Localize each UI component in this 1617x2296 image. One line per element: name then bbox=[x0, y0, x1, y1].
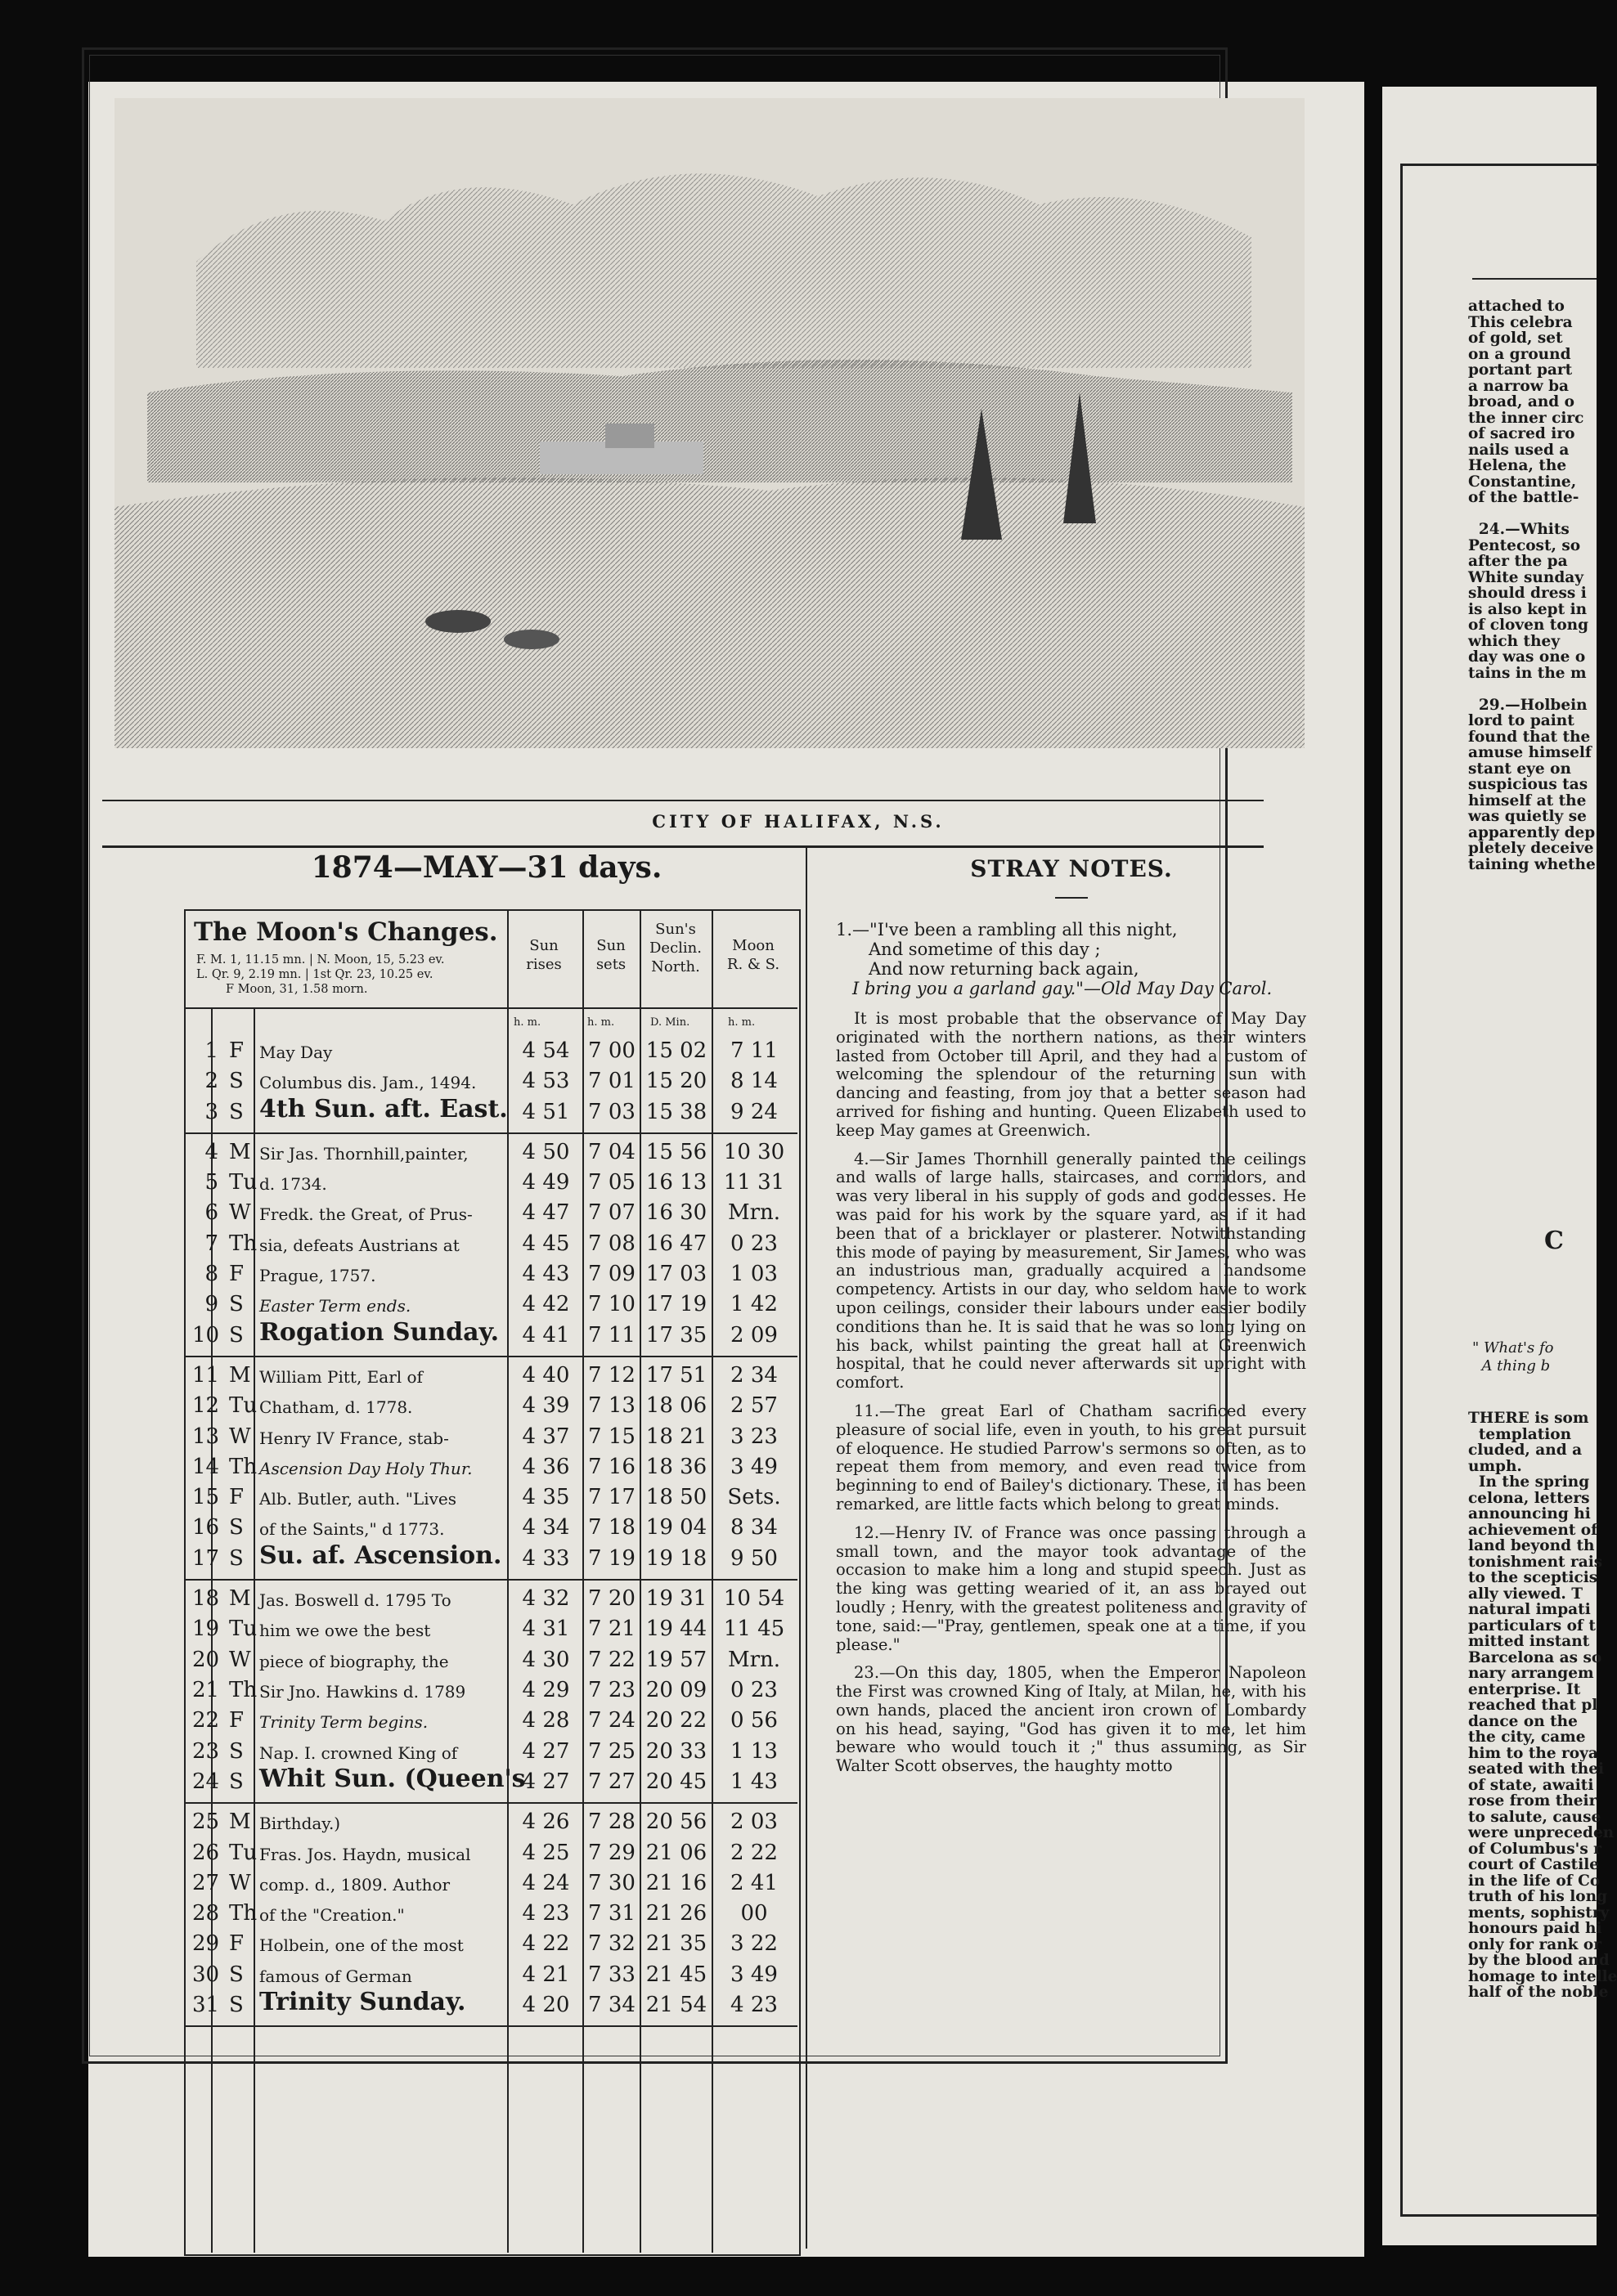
weekday: Tu bbox=[229, 1841, 258, 1865]
moon-value: 8 14 bbox=[730, 1069, 778, 1093]
day-number: 17 bbox=[192, 1546, 220, 1571]
month-title: 1874—MAY—31 days. bbox=[311, 850, 663, 885]
stray-notes bbox=[836, 920, 1306, 1786]
declination-value: 16 47 bbox=[645, 1231, 707, 1256]
sunrise-value: 4 45 bbox=[522, 1231, 570, 1256]
day-number: 24 bbox=[192, 1769, 220, 1794]
day-number: 20 bbox=[192, 1648, 220, 1672]
declination-value: 15 56 bbox=[645, 1140, 707, 1164]
weekday: Th bbox=[229, 1231, 258, 1256]
calendar-row bbox=[184, 1455, 797, 1485]
sunset-value: 7 08 bbox=[588, 1231, 636, 1256]
may-carol: 1.—"I've been a rambling all this night, And sometime of this day ; And now returning back again, I bring you a garland gay."—Old May Day Carol. bbox=[836, 920, 1273, 998]
sunset-value: 7 22 bbox=[588, 1648, 636, 1672]
weekday: Tu bbox=[229, 1170, 258, 1195]
sunset-value: 7 18 bbox=[588, 1515, 636, 1540]
calendar-row bbox=[184, 1485, 797, 1515]
sunset-value: 7 11 bbox=[588, 1323, 636, 1348]
day-number: 8 bbox=[204, 1262, 218, 1286]
event-text: Chatham, d. 1778. bbox=[259, 1397, 413, 1417]
sunrise-value: 4 47 bbox=[522, 1200, 570, 1225]
col-sunrise: Sun rises bbox=[526, 937, 562, 973]
declination-value: 19 44 bbox=[645, 1617, 707, 1641]
note-napoleon: 23.—On this day, 1805, when the Emperor Napoleon the First was crowned King of Italy, at Milan, he, with his own hands, placed the ancient iron crown of Lombardy on his head, saying, "God has given it to me, let him beware who would touch it ;" thus assuming, as Sir Walter Scott observes, the haughty motto bbox=[836, 1663, 1306, 1776]
weekday: M bbox=[229, 1363, 251, 1388]
weekday: S bbox=[229, 1515, 244, 1540]
day-number: 12 bbox=[192, 1393, 220, 1418]
day-number: 5 bbox=[204, 1170, 218, 1195]
weekday: Th bbox=[229, 1455, 258, 1479]
moon-value: 4 23 bbox=[730, 1993, 778, 2017]
calendar-row bbox=[184, 1095, 797, 1130]
sunset-value: 7 04 bbox=[588, 1140, 636, 1164]
event-text: Easter Term ends. bbox=[259, 1296, 411, 1316]
day-number: 21 bbox=[192, 1678, 220, 1702]
calendar-row bbox=[184, 1708, 797, 1738]
sunrise-value: 4 30 bbox=[522, 1648, 570, 1672]
sunrise-value: 4 27 bbox=[522, 1739, 570, 1764]
declination-value: 21 45 bbox=[645, 1962, 707, 1987]
halifax-engraving bbox=[115, 98, 1305, 748]
event-text: of the "Creation." bbox=[259, 1905, 405, 1925]
event-text: Sir Jno. Hawkins d. 1789 bbox=[259, 1682, 466, 1702]
sunset-value: 7 17 bbox=[588, 1485, 636, 1509]
weekday: Th bbox=[229, 1901, 258, 1926]
event-text: Jas. Boswell d. 1795 To bbox=[259, 1590, 451, 1610]
weekday: S bbox=[229, 1100, 244, 1124]
sunrise-value: 4 27 bbox=[522, 1769, 570, 1794]
declination-value: 17 35 bbox=[645, 1323, 707, 1348]
event-text: famous of German bbox=[259, 1966, 412, 1986]
sunset-value: 7 20 bbox=[588, 1586, 636, 1611]
day-number: 31 bbox=[192, 1993, 220, 2017]
declination-value: 21 06 bbox=[645, 1841, 707, 1865]
sunrise-value: 4 39 bbox=[522, 1393, 570, 1418]
sunrise-value: 4 40 bbox=[522, 1363, 570, 1388]
day-number: 16 bbox=[192, 1515, 220, 1540]
moon-value: 10 30 bbox=[723, 1140, 785, 1164]
moon-value: 2 34 bbox=[730, 1363, 778, 1388]
day-number: 4 bbox=[204, 1140, 218, 1164]
weekday: W bbox=[229, 1648, 251, 1672]
moon-value: 11 31 bbox=[723, 1170, 785, 1195]
sunset-value: 7 33 bbox=[588, 1962, 636, 1987]
sunrise-value: 4 29 bbox=[522, 1678, 570, 1702]
moon-value: 2 03 bbox=[730, 1809, 778, 1834]
moon-value: 1 42 bbox=[730, 1292, 778, 1316]
declination-value: 21 16 bbox=[645, 1871, 707, 1895]
event-text: of the Saints," d 1773. bbox=[259, 1519, 445, 1539]
moon-value: 10 54 bbox=[723, 1586, 785, 1611]
declination-value: 20 56 bbox=[645, 1809, 707, 1834]
moon-value: 1 43 bbox=[730, 1769, 778, 1794]
calendar-row bbox=[184, 1393, 797, 1424]
weekday: W bbox=[229, 1200, 251, 1225]
sunset-value: 7 34 bbox=[588, 1993, 636, 2017]
sunset-value: 7 32 bbox=[588, 1931, 636, 1956]
declination-value: 20 22 bbox=[645, 1708, 707, 1733]
weekday: F bbox=[229, 1931, 245, 1956]
event-text: him we owe the best bbox=[259, 1621, 431, 1640]
day-number: 30 bbox=[192, 1962, 220, 1987]
weekday: S bbox=[229, 1993, 244, 2017]
moon-value: 3 23 bbox=[730, 1424, 778, 1449]
sunset-value: 7 24 bbox=[588, 1708, 636, 1733]
sunrise-value: 4 26 bbox=[522, 1809, 570, 1834]
calendar-row bbox=[184, 1678, 797, 1708]
sunset-value: 7 00 bbox=[588, 1038, 636, 1063]
calendar-row bbox=[184, 1988, 797, 2023]
day-number: 3 bbox=[204, 1100, 218, 1124]
moon-value: 0 23 bbox=[730, 1678, 778, 1702]
day-number: 28 bbox=[192, 1901, 220, 1926]
event-text: piece of biography, the bbox=[259, 1652, 449, 1671]
event-text: Su. af. Ascension. bbox=[259, 1541, 502, 1570]
event-text: Whit Sun. (Queen's bbox=[259, 1765, 526, 1793]
weekday: S bbox=[229, 1962, 244, 1987]
sunset-value: 7 16 bbox=[588, 1455, 636, 1479]
sunrise-value: 4 32 bbox=[522, 1586, 570, 1611]
event-text: Rogation Sunday. bbox=[259, 1318, 500, 1347]
sunrise-value: 4 34 bbox=[522, 1515, 570, 1540]
calendar-row bbox=[184, 1931, 797, 1962]
sunrise-value: 4 25 bbox=[522, 1841, 570, 1865]
sunset-value: 7 13 bbox=[588, 1393, 636, 1418]
sunrise-value: 4 50 bbox=[522, 1140, 570, 1164]
moon-value: 2 22 bbox=[730, 1841, 778, 1865]
weekday: Tu bbox=[229, 1617, 258, 1641]
moon-value: 3 49 bbox=[730, 1455, 778, 1479]
calendar-row bbox=[184, 1200, 797, 1231]
day-number: 6 bbox=[204, 1200, 218, 1225]
moon-changes-heading: The Moon's Changes. bbox=[194, 917, 498, 947]
declination-value: 17 51 bbox=[645, 1363, 707, 1388]
declination-value: 21 26 bbox=[645, 1901, 707, 1926]
sunrise-value: 4 23 bbox=[522, 1901, 570, 1926]
day-number: 7 bbox=[204, 1231, 218, 1256]
event-text: William Pitt, Earl of bbox=[259, 1367, 423, 1387]
declination-value: 19 18 bbox=[645, 1546, 707, 1571]
calendar-row bbox=[184, 1363, 797, 1393]
day-number: 19 bbox=[192, 1617, 220, 1641]
day-number: 11 bbox=[192, 1363, 220, 1388]
sunrise-value: 4 51 bbox=[522, 1100, 570, 1124]
declination-value: 15 20 bbox=[645, 1069, 707, 1093]
sunset-value: 7 29 bbox=[588, 1841, 636, 1865]
sunrise-value: 4 43 bbox=[522, 1262, 570, 1286]
sunrise-value: 4 49 bbox=[522, 1170, 570, 1195]
day-number: 29 bbox=[192, 1931, 220, 1956]
illustration-caption: CITY OF HALIFAX, N.S. bbox=[652, 811, 945, 832]
declination-value: 20 33 bbox=[645, 1739, 707, 1764]
declination-value: 19 04 bbox=[645, 1515, 707, 1540]
weekday: W bbox=[229, 1424, 251, 1449]
moon-value: Mrn. bbox=[727, 1200, 781, 1225]
calendar-row bbox=[184, 1901, 797, 1931]
sunset-value: 7 27 bbox=[588, 1769, 636, 1794]
weekday: S bbox=[229, 1292, 244, 1316]
note-may-day: It is most probable that the observance of May Day originated with the northern nations, as their winters lasted from October till April, and they had a custom of welcoming the splendour of the returning sun with dancing and feasting, from joy that a better season had arrived for fishing and hunting. Queen Elizabeth used to keep May games at Greenwich. bbox=[836, 1009, 1306, 1140]
moon-value: 0 56 bbox=[730, 1708, 778, 1733]
sunrise-value: 4 20 bbox=[522, 1993, 570, 2017]
event-text: Nap. I. crowned King of bbox=[259, 1743, 458, 1763]
declination-value: 20 45 bbox=[645, 1769, 707, 1794]
weekday: S bbox=[229, 1546, 244, 1571]
weekday: Th bbox=[229, 1678, 258, 1702]
declination-value: 18 21 bbox=[645, 1424, 707, 1449]
right-page-text-bottom: THERE is som templation cluded, and a umph. In the spring celona, letters announcing hi achievement of land beyond th tonishment rais to the scepticis ally viewed. T natural impati particulars of t mitted instant Barcelona as so nary arrangem enterprise. It reached that pl dance on the the city, came him to the roya seated with thei of state, awaiti rose from their to salute, cause were unpreceden of Columbus's r court of Castile in the life of Co truth of his long ments, sophistry honours paid hi only for rank or by the blood and homage to intelle half of the noble bbox=[1468, 1410, 1617, 2001]
calendar-row bbox=[184, 1038, 797, 1069]
calendar-row bbox=[184, 1318, 797, 1353]
sunrise-value: 4 42 bbox=[522, 1292, 570, 1316]
calendar-row bbox=[184, 1541, 797, 1576]
event-text: Ascension Day Holy Thur. bbox=[259, 1459, 473, 1478]
declination-value: 17 03 bbox=[645, 1262, 707, 1286]
weekday: S bbox=[229, 1769, 244, 1794]
moon-value: 7 11 bbox=[730, 1038, 778, 1063]
col-moon: Moon R. & S. bbox=[726, 937, 780, 973]
event-text: Fredk. the Great, of Prus- bbox=[259, 1204, 473, 1224]
declination-value: 16 13 bbox=[645, 1170, 707, 1195]
day-number: 25 bbox=[192, 1809, 220, 1834]
declination-value: 20 09 bbox=[645, 1678, 707, 1702]
sunset-value: 7 12 bbox=[588, 1363, 636, 1388]
moon-changes-lines: F. M. 1, 11.15 mn. | N. Moon, 15, 5.23 ev. L. Qr. 9, 2.19 mn. | 1st Qr. 23, 10.25 ev. F Moon, 31, 1.58 morn. bbox=[196, 953, 445, 996]
note-henry-iv: 12.—Henry IV. of France was once passing through a small town, and the mayor took advantage of the occasion to make him a long and stupid speech. Just as the king was getting wearied of it, an ass brayed out loudly ; Henry, with the greatest politeness and gravity of tone, said:—"Pray, gentlemen, speak one at a time, if you please." bbox=[836, 1522, 1306, 1654]
calendar-row bbox=[184, 1841, 797, 1871]
event-text: Trinity Term begins. bbox=[259, 1712, 429, 1732]
weekday: M bbox=[229, 1586, 251, 1611]
weekday: F bbox=[229, 1485, 245, 1509]
weekday: F bbox=[229, 1262, 245, 1286]
moon-value: 2 57 bbox=[730, 1393, 778, 1418]
calendar-row bbox=[184, 1648, 797, 1678]
event-text: Prague, 1757. bbox=[259, 1266, 376, 1285]
moon-value: 00 bbox=[740, 1901, 768, 1926]
note-thornhill: 4.—Sir James Thornhill generally painted the ceilings and walls of large halls, staircases, and corridors, and was very liberal in his supply of gods and goddesses. He was paid for his work by the square yard, as if it had been that of a bricklayer or plasterer. Notwithstanding this mode of paying by measurement, Sir James, who was an industrious man, gradually acquired a handsome competency. Artists in our day, who seldom have to work upon ceilings, consider their labours under easier bodily conditions than he. It is said that he was so long lying on his back, whilst painting the great hall at Greenwich hospital, that he could never afterwards sit upright with comfort. bbox=[836, 1149, 1306, 1392]
day-number: 14 bbox=[192, 1455, 220, 1479]
weekday: M bbox=[229, 1809, 251, 1834]
day-number: 13 bbox=[192, 1424, 220, 1449]
moon-value: 8 34 bbox=[730, 1515, 778, 1540]
declination-value: 15 38 bbox=[645, 1100, 707, 1124]
moon-value: 0 23 bbox=[730, 1231, 778, 1256]
moon-value: 9 24 bbox=[730, 1100, 778, 1124]
sunset-value: 7 21 bbox=[588, 1617, 636, 1641]
day-number: 9 bbox=[204, 1292, 218, 1316]
day-number: 1 bbox=[204, 1038, 218, 1063]
calendar-row bbox=[184, 1231, 797, 1262]
sunrise-value: 4 53 bbox=[522, 1069, 570, 1093]
calendar-row bbox=[184, 1617, 797, 1647]
sunset-value: 7 05 bbox=[588, 1170, 636, 1195]
day-number: 23 bbox=[192, 1739, 220, 1764]
sunrise-value: 4 35 bbox=[522, 1485, 570, 1509]
sunset-value: 7 19 bbox=[588, 1546, 636, 1571]
weekday: S bbox=[229, 1739, 244, 1764]
event-text: Fras. Jos. Haydn, musical bbox=[259, 1845, 471, 1864]
right-page-quote: " What's fo A thing b bbox=[1472, 1339, 1554, 1374]
event-text: Columbus dis. Jam., 1494. bbox=[259, 1073, 477, 1092]
declination-value: 18 50 bbox=[645, 1485, 707, 1509]
weekday: S bbox=[229, 1069, 244, 1093]
event-text: comp. d., 1809. Author bbox=[259, 1875, 451, 1895]
moon-value: 9 50 bbox=[730, 1546, 778, 1571]
sunrise-value: 4 31 bbox=[522, 1617, 570, 1641]
weekday: M bbox=[229, 1140, 251, 1164]
sunset-value: 7 31 bbox=[588, 1901, 636, 1926]
sunrise-value: 4 36 bbox=[522, 1455, 570, 1479]
note-chatham: 11.—The great Earl of Chatham sacrificed every pleasure of social life, even in youth, to his great pursuit of eloquence. He studied Parrow's sermons so often, as to repeat them from memory, and even read twice from beginning to end of Bailey's dictionary. These, it has been remarked, are little facts which belong to great minds. bbox=[836, 1401, 1306, 1513]
moon-value: 2 09 bbox=[730, 1323, 778, 1348]
col-declination: Sun's Declin. North. bbox=[649, 921, 702, 975]
declination-value: 21 54 bbox=[645, 1993, 707, 2017]
day-number: 15 bbox=[192, 1485, 220, 1509]
sunrise-value: 4 37 bbox=[522, 1424, 570, 1449]
declination-value: 16 30 bbox=[645, 1200, 707, 1225]
event-text: 4th Sun. aft. East. bbox=[259, 1095, 508, 1123]
calendar-row bbox=[184, 1765, 797, 1800]
sunset-value: 7 03 bbox=[588, 1100, 636, 1124]
weekday: F bbox=[229, 1708, 245, 1733]
sunset-value: 7 07 bbox=[588, 1200, 636, 1225]
day-number: 22 bbox=[192, 1708, 220, 1733]
sunrise-value: 4 21 bbox=[522, 1962, 570, 1987]
right-page-text-top: attached to This celebra of gold, set on a ground portant part a narrow ba broad, and o the inner circ of sacred iro nails used a Helena, the Constantine, of the battle- 24.—Whits Pentecost, so after the pa White sunday should dress i is also kept in of cloven tong which they day was one o tains in the m 29.—Holbein lord to paint found that the amuse himself stant eye on suspicious tas himself at the was quietly se apparently dep pletely deceive taining whethe bbox=[1468, 298, 1596, 873]
sunset-value: 7 10 bbox=[588, 1292, 636, 1316]
event-text: Trinity Sunday. bbox=[259, 1988, 466, 2016]
day-number: 18 bbox=[192, 1586, 220, 1611]
weekday: S bbox=[229, 1323, 244, 1348]
event-text: May Day bbox=[259, 1043, 333, 1062]
calendar-row bbox=[184, 1586, 797, 1617]
moon-value: Sets. bbox=[727, 1485, 781, 1509]
event-text: sia, defeats Austrians at bbox=[259, 1235, 460, 1255]
moon-value: 1 03 bbox=[730, 1262, 778, 1286]
moon-value: 1 13 bbox=[730, 1739, 778, 1764]
sunset-value: 7 30 bbox=[588, 1871, 636, 1895]
sunset-value: 7 23 bbox=[588, 1678, 636, 1702]
sunrise-value: 4 33 bbox=[522, 1546, 570, 1571]
weekday: F bbox=[229, 1038, 245, 1063]
moon-value: 3 22 bbox=[730, 1931, 778, 1956]
stray-notes-title: STRAY NOTES. bbox=[970, 855, 1173, 882]
day-number: 26 bbox=[192, 1841, 220, 1865]
event-text: Sir Jas. Thornhill,painter, bbox=[259, 1144, 469, 1164]
right-page-heading: C bbox=[1544, 1226, 1564, 1255]
declination-value: 17 19 bbox=[645, 1292, 707, 1316]
day-number: 27 bbox=[192, 1871, 220, 1895]
col-sunset: Sun sets bbox=[595, 937, 627, 973]
calendar-row bbox=[184, 1871, 797, 1901]
event-text: Holbein, one of the most bbox=[259, 1935, 464, 1955]
sunset-value: 7 25 bbox=[588, 1739, 636, 1764]
day-number: 10 bbox=[192, 1323, 220, 1348]
day-number: 2 bbox=[204, 1069, 218, 1093]
calendar-row bbox=[184, 1262, 797, 1292]
event-text: Birthday.) bbox=[259, 1814, 341, 1833]
moon-value: 11 45 bbox=[723, 1617, 785, 1641]
sunrise-value: 4 22 bbox=[522, 1931, 570, 1956]
event-text: d. 1734. bbox=[259, 1174, 327, 1194]
declination-value: 18 06 bbox=[645, 1393, 707, 1418]
sunset-value: 7 01 bbox=[588, 1069, 636, 1093]
sunrise-value: 4 24 bbox=[522, 1871, 570, 1895]
event-text: Henry IV France, stab- bbox=[259, 1428, 449, 1448]
declination-value: 15 02 bbox=[645, 1038, 707, 1063]
sunset-value: 7 28 bbox=[588, 1809, 636, 1834]
weekday: W bbox=[229, 1871, 251, 1895]
declination-value: 18 36 bbox=[645, 1455, 707, 1479]
sunrise-value: 4 28 bbox=[522, 1708, 570, 1733]
calendar-row bbox=[184, 1424, 797, 1455]
calendar-row bbox=[184, 1140, 797, 1170]
sunset-value: 7 15 bbox=[588, 1424, 636, 1449]
event-text: Alb. Butler, auth. "Lives bbox=[259, 1489, 456, 1509]
calendar-row bbox=[184, 1809, 797, 1840]
declination-value: 19 57 bbox=[645, 1648, 707, 1672]
moon-value: 3 49 bbox=[730, 1962, 778, 1987]
moon-value: Mrn. bbox=[727, 1648, 781, 1672]
declination-value: 21 35 bbox=[645, 1931, 707, 1956]
sunrise-value: 4 54 bbox=[522, 1038, 570, 1063]
sunrise-value: 4 41 bbox=[522, 1323, 570, 1348]
declination-value: 19 31 bbox=[645, 1586, 707, 1611]
weekday: Tu bbox=[229, 1393, 258, 1418]
calendar-row bbox=[184, 1170, 797, 1200]
sunset-value: 7 09 bbox=[588, 1262, 636, 1286]
moon-value: 2 41 bbox=[730, 1871, 778, 1895]
